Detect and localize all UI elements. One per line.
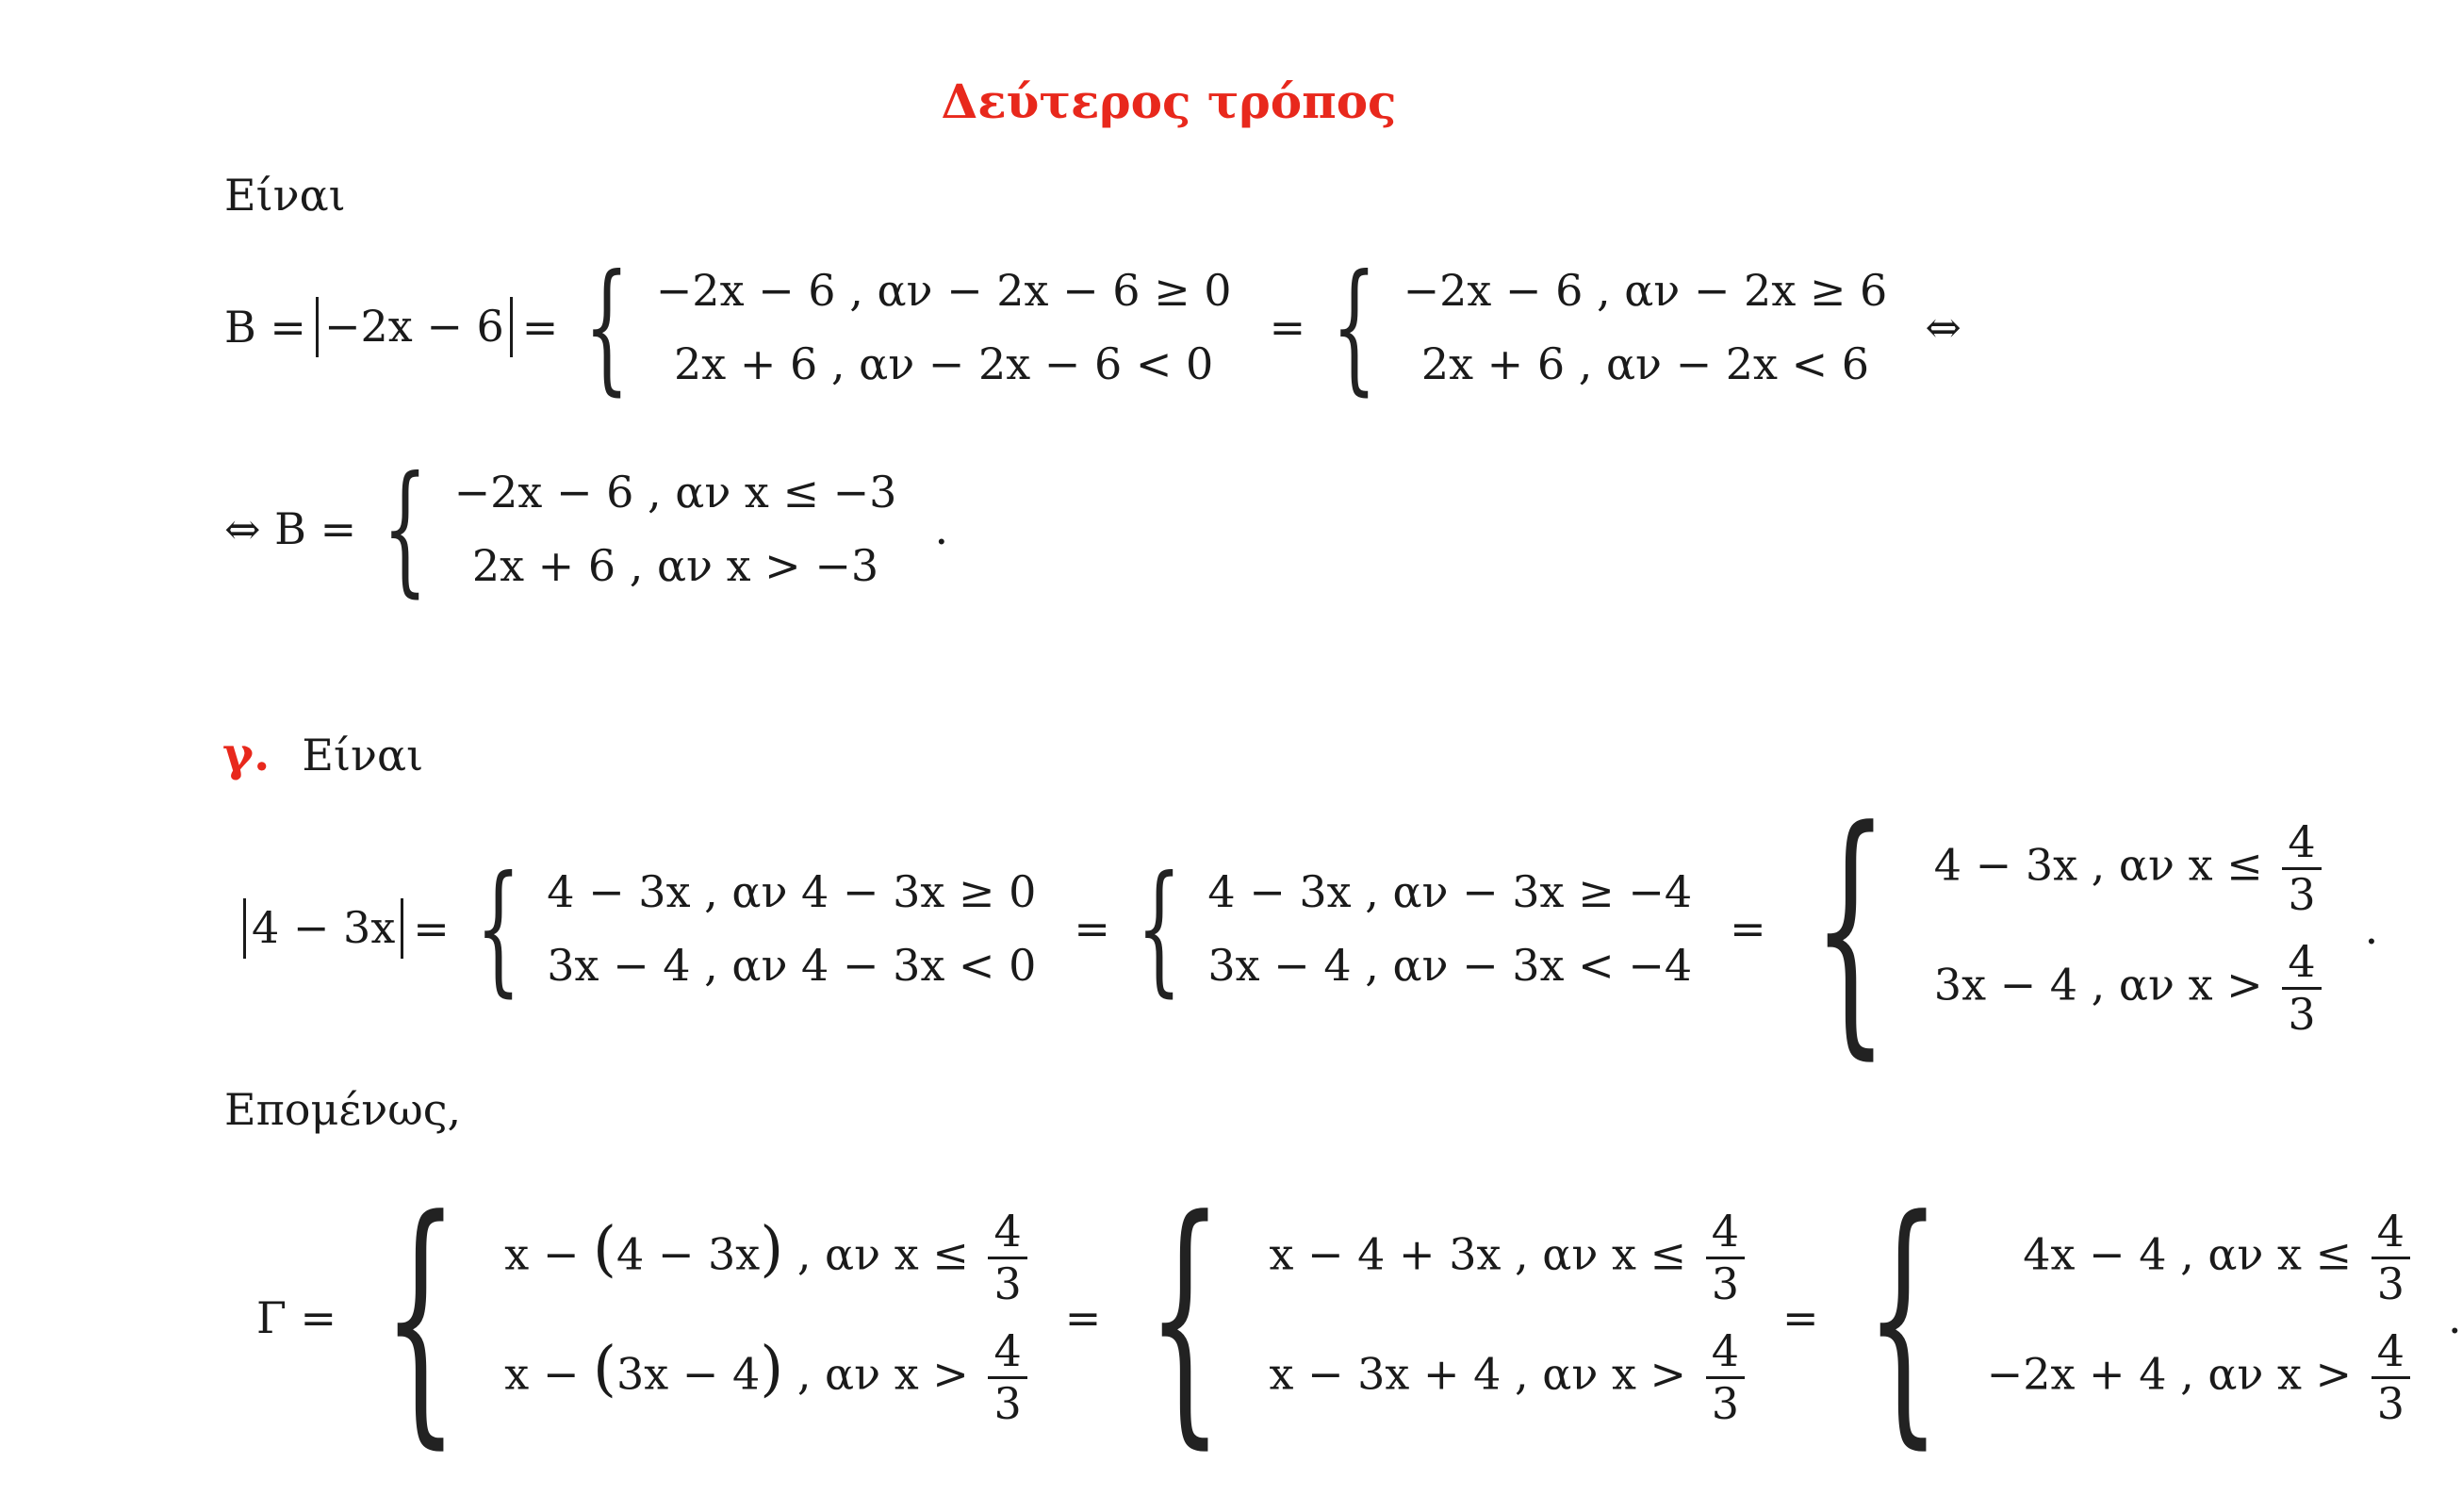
part-b-lhs: B = xyxy=(224,302,306,353)
case-row: −2x − 6 , αν − 2x ≥ 6 xyxy=(1403,265,1888,316)
part-c-cases-1 xyxy=(547,866,1036,991)
case-row xyxy=(1987,1326,2416,1429)
paren-expression: 3x − 4 xyxy=(616,1348,761,1400)
left-brace: { xyxy=(1812,775,1888,1082)
part-c-header xyxy=(222,726,423,781)
fraction-denominator: 3 xyxy=(2376,1258,2405,1310)
case-text: , αν x > xyxy=(796,1348,969,1400)
fraction xyxy=(2372,1207,2410,1309)
gamma-cases-c xyxy=(1987,1207,2416,1429)
part-c-label: γ. xyxy=(222,726,271,781)
left-brace: { xyxy=(1147,1164,1223,1471)
period: . xyxy=(2448,1292,2462,1343)
case-text: 4 − 3x , αν x ≤ xyxy=(1933,839,2263,891)
case-row xyxy=(504,1326,1032,1429)
case-text: 3x − 4 , αν x > xyxy=(1933,959,2263,1011)
part-c-cases-3 xyxy=(1934,817,2327,1040)
case-text: x − 4 + 3x , αν x ≤ xyxy=(1269,1228,1687,1280)
case-text: x − 3x + 4 , αν x > xyxy=(1269,1348,1687,1400)
case-row: 3x − 4 , αν 4 − 3x < 0 xyxy=(547,940,1037,991)
paren-expression: 4 − 3x xyxy=(616,1228,761,1280)
case-text: 4x − 4 , αν x ≤ xyxy=(2023,1228,2353,1280)
case-text: , αν x ≤ xyxy=(796,1228,969,1280)
part-b-equation-line1 xyxy=(224,247,1961,407)
fraction xyxy=(1706,1326,1745,1429)
fraction-denominator: 3 xyxy=(993,1377,1022,1429)
fraction-denominator: 3 xyxy=(2288,988,2316,1040)
case-row xyxy=(504,1207,1032,1309)
part-c-equation xyxy=(243,775,2379,1082)
fraction-numerator: 4 xyxy=(2372,1207,2410,1259)
gamma-lhs: Γ = xyxy=(256,1292,337,1343)
part-b-cases-2 xyxy=(1403,265,1888,389)
right-paren: ) xyxy=(760,1334,784,1405)
fraction-numerator: 4 xyxy=(1706,1207,1745,1259)
gamma-cases-b xyxy=(1269,1207,1750,1429)
case-row: 3x − 4 , αν − 3x < −4 xyxy=(1207,940,1693,991)
fraction xyxy=(1706,1207,1745,1309)
fraction-numerator: 4 xyxy=(2282,937,2321,990)
fraction-numerator: 4 xyxy=(988,1207,1026,1259)
part-b-cases-3 xyxy=(454,467,897,591)
equals-sign: = xyxy=(1781,1292,1819,1343)
section-title: Δεύτερος τρόπος xyxy=(941,74,1397,129)
fraction-denominator: 3 xyxy=(1711,1377,1739,1429)
left-brace: { xyxy=(383,447,428,611)
case-row xyxy=(1934,937,2327,1040)
fraction-numerator: 4 xyxy=(1706,1326,1745,1379)
part-b-line2-lhs: ⇔ B = xyxy=(224,503,357,554)
case-row: 2x + 6 , αν − 2x < 6 xyxy=(1420,338,1870,389)
gamma-equation xyxy=(256,1164,2462,1471)
case-row xyxy=(1269,1207,1750,1309)
part-c-intro: Είναι xyxy=(302,730,424,781)
equals-sign: = xyxy=(1269,302,1306,353)
case-row: 4 − 3x , αν 4 − 3x ≥ 0 xyxy=(547,866,1037,917)
fraction-denominator: 3 xyxy=(993,1258,1022,1310)
part-b-cases-1 xyxy=(656,265,1232,389)
gamma-cases-a xyxy=(504,1207,1032,1429)
case-row: 2x + 6 , αν x > −3 xyxy=(471,540,879,591)
case-row: −2x − 6 , αν − 2x − 6 ≥ 0 xyxy=(655,265,1232,316)
equals-sign: = xyxy=(1064,1292,1102,1343)
fraction-numerator: 4 xyxy=(2372,1326,2410,1379)
period: . xyxy=(2364,903,2379,954)
fraction xyxy=(988,1207,1026,1309)
case-text: x − xyxy=(504,1348,580,1400)
left-brace: { xyxy=(1864,1164,1941,1471)
case-text: −2x + 4 , αν x > xyxy=(1986,1348,2353,1400)
left-brace: { xyxy=(475,846,521,1011)
case-text: x − xyxy=(504,1228,580,1280)
case-row: −2x − 6 , αν x ≤ −3 xyxy=(453,467,897,518)
consequently-text: Επομένως, xyxy=(224,1084,462,1135)
part-b-abs-expression: −2x − 6 xyxy=(316,297,513,357)
case-row xyxy=(1269,1326,1750,1429)
fraction-denominator: 3 xyxy=(2288,869,2316,921)
part-b-equation-line2 xyxy=(224,449,948,609)
fraction-denominator: 3 xyxy=(1711,1258,1739,1310)
fraction-numerator: 4 xyxy=(988,1326,1026,1379)
left-brace: { xyxy=(584,245,630,409)
equals-sign: = xyxy=(1730,903,1766,954)
case-row xyxy=(1934,817,2327,920)
iff-symbol: ⇔ xyxy=(1925,302,1961,353)
equals-sign: = xyxy=(521,302,559,353)
fraction xyxy=(2282,937,2321,1040)
fraction xyxy=(988,1326,1026,1429)
left-brace: { xyxy=(1136,846,1182,1011)
part-b-intro: Είναι xyxy=(224,170,346,221)
period: . xyxy=(934,503,949,554)
fraction-numerator: 4 xyxy=(2282,817,2321,870)
left-paren: ( xyxy=(592,1334,616,1405)
left-paren: ( xyxy=(592,1214,616,1285)
fraction xyxy=(2282,817,2321,920)
fraction xyxy=(2372,1326,2410,1429)
case-row xyxy=(2023,1207,2416,1309)
equals-sign: = xyxy=(1074,903,1110,954)
left-brace: { xyxy=(1331,245,1377,409)
case-row: 2x + 6 , αν − 2x − 6 < 0 xyxy=(674,338,1214,389)
part-c-abs-expression: 4 − 3x xyxy=(243,898,403,959)
equals-sign: = xyxy=(413,903,450,954)
right-paren: ) xyxy=(760,1214,784,1285)
part-c-cases-2 xyxy=(1207,866,1692,991)
case-row: 4 − 3x , αν − 3x ≥ −4 xyxy=(1207,866,1693,917)
left-brace: { xyxy=(383,1164,459,1471)
fraction-denominator: 3 xyxy=(2376,1377,2405,1429)
